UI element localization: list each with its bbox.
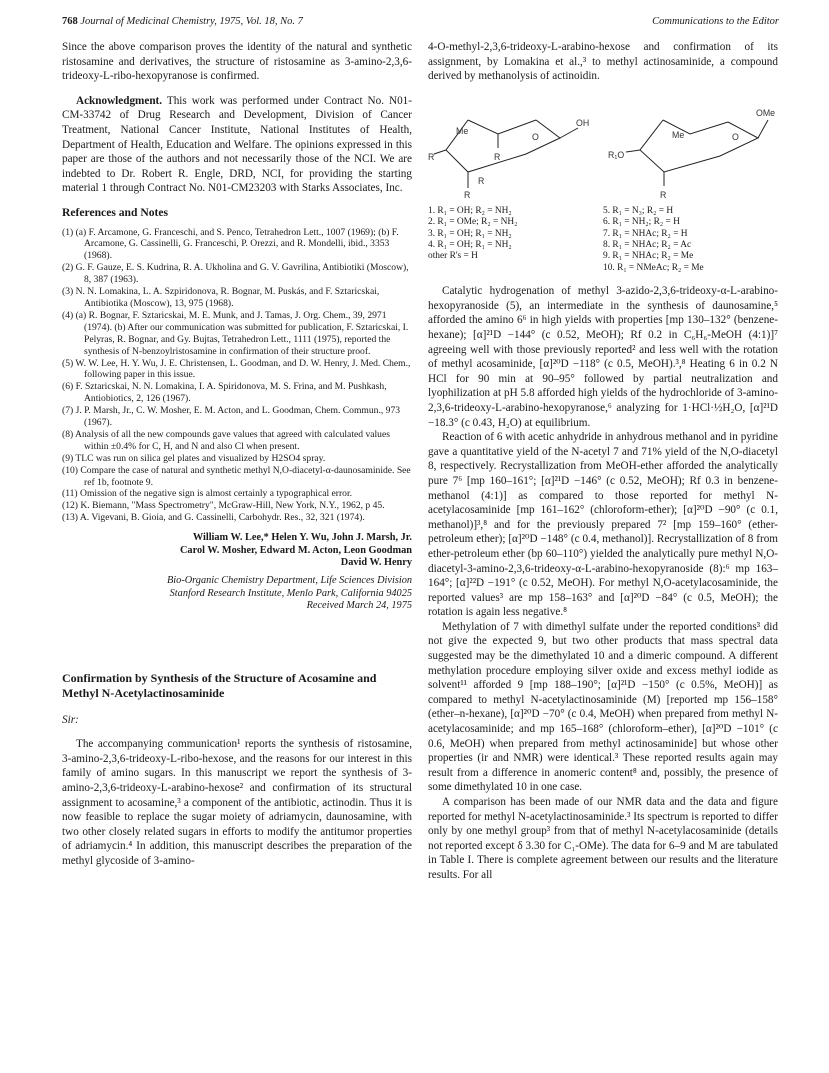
legend-group-a	[428, 206, 603, 274]
author-list	[62, 532, 412, 569]
intro-paragraph: Since the above comparison proves the identity of the natural and synthetic ristosamine and derivatives, the structure of ristosamine as 3-amino-2,3,6-trideoxy-L-ribo-hexopyranose is confirmed.	[62, 41, 412, 83]
legend-entry: 6. R₁ = NH₂; R₂ = H	[603, 217, 680, 228]
page-number: 768	[62, 16, 78, 27]
body-paragraph: A comparison has been made of our NMR data and the data and figure reported for methyl N-acetylactinosaminide.³ Its spectrum is reported to differ only by one methyl group³ from that of methyl N-acetylacosaminide (details not reported except δ 3.30 for C₁-OMe). The data for 6–9 and M are tabulated in Table I. There is complete agreement between our results and the literature results. For all	[428, 796, 778, 881]
affiliation-line: Stanford Research Institute, Menlo Park, California 94025	[169, 587, 412, 599]
struct-label: R₁O	[608, 149, 625, 160]
reference-item: (3) N. N. Lomakina, L. A. Szpiridonova, R. Bognar, M. Puskás, and F. Sztaricskai, Antibiotika (Moscow), 13, 975 (1968).	[62, 286, 380, 309]
reference-item: (5) W. W. Lee, H. Y. Wu, J. E. Christensen, L. Goodman, and D. W. Henry, J. Med. Chem., following paper in this issue.	[62, 357, 411, 381]
legend-entry: 10. R₁ = NMeAc; R₂ = Me	[603, 262, 704, 273]
struct-label: R	[464, 189, 471, 200]
reference-item: (8) Analysis of all the new compounds gave values that agreed with calculated values within ±0.4% for C, H, and N and also Cl when present.	[62, 428, 390, 452]
struct-label: O	[532, 131, 539, 142]
body-paragraph: The accompanying communication¹ reports the synthesis of ristosamine, 3-amino-2,3,6-trideoxy-L-ribo-hexose, and the reasons for our interest in this family of amino sugars. In this manuscript we report the synthesis of 3-amino-2,3,6-trideoxy-L-arabino-hexose² and confirmation of its structural assignment to acosamine,³ a component of the antibiotic, actinodin. Thus it is now feasible to replace the sugar moiety of adriamycin, daunosamine, with two other closely related sugars in efforts to modify the antitumor properties of adriamycin.⁴ In addition, this manuscript describes the preparation of the methyl glycoside of 3-amino-	[62, 738, 412, 867]
reference-item: (13) A. Vigevani, B. Gioia, and G. Cassinelli, Carbohydr. Res., 32, 321 (1974).	[62, 512, 365, 524]
left-column	[62, 40, 412, 869]
acknowledgment-heading: Acknowledgment.	[76, 94, 163, 107]
affiliation	[62, 575, 412, 612]
body-paragraph: Reaction of 6 with acetic anhydride in anhydrous methanol and in pyridine gave a quantitative yield of the N-acetyl 7 and 71% yield of the N,O-diacetyl 8, respectively. Recrystallization from MeOH-ether afforded the analytically pure 7⁶ [mp 160–161°; [α]²¹D −146° (c 0.52, MeOH); Rf 0.3 in benzene-methanol (4:1)] as compared to those reported for methyl N-acetylacosaminide [mp 161–162° (chloroform-ether); [α]²⁰D −90° (c 0.1, methanol)]³,⁸ and for the previously prepared 7² [mp 159–160° (ether-petroleum ether); [α]²⁰D −148° (c 0.4, methanol)]. Recrystallization of 8 from ether-petroleum ether (bp 60–110°) yielded the analytically pure methyl N,O-diacetyl-3-amino-2,3,6-trideoxy-α-L-arabino-hexopyranoside (8):⁶ mp 163–164°; [α]²²D −191° (c 0.52, MeOH). For methyl N,O-acetylacosaminide, the reported values³ are mp 158–163° and [α]²⁰D −84° (c 0.5, MeOH); the rotation is again less negative.⁸	[428, 431, 778, 619]
reference-item: (9) TLC was run on silica gel plates and visualized by H2SO4 spray.	[62, 452, 326, 464]
acknowledgment	[62, 94, 412, 196]
right-column	[428, 40, 778, 883]
legend-entry: 3. R₁ = OH; R₁ = NH₂	[428, 228, 512, 239]
legend-entry: 9. R₁ = NHAc; R₂ = Me	[603, 251, 694, 262]
reference-item: (7) J. P. Marsh, Jr., C. W. Mosher, E. M. Acton, and L. Goodman, Chem. Commun., 973 (1967).	[62, 405, 401, 429]
body-paragraph: Catalytic hydrogenation of methyl 3-azido-2,3,6-trideoxy-α-L-arabino-hexopyranoside (5), an intermediate in the synthesis of daunosamine,⁵ afforded the amino 6⁶ in high yields with properties [mp 130–132° (benzene-hexane); [α]²¹D −144° (c 0.52, MeOH); Rf 0.2 in C₆H₆-MeOH (4:1)]⁷ agreeing well with those previously reported² and less well with the rotation of methyl acosaminide, [α]²⁰D −118° (c 0.5, MeOH).³,⁸ Heating 6 in 0.2 N HCl for 90 min at 90–95° followed by partial neutralization and lyophilization at pH 5.8 afforded high yields of the hydrochloride of 3-amino-2,3,6-trideoxy-L-arabino-hexopyranose,⁶ analyzing for 1·HCl·½H₂O, [α]²¹D −18.3° (c 0.43, H₂O) at equilibrium.	[428, 285, 778, 429]
struct-label: OMe	[756, 107, 776, 118]
legend-entry: 2. R₁ = OMe; R₂ = NH₂	[428, 217, 518, 228]
references-list	[62, 227, 412, 525]
received-date: Received March 24, 1975	[306, 600, 412, 612]
struct-label: OH	[576, 117, 590, 128]
running-header-left	[62, 16, 303, 27]
struct-label: Me	[672, 129, 685, 140]
reference-item: (1) (a) F. Arcamone, G. Franceschi, and S. Penco, Tetrahedron Lett., 1007 (1969); (b) F. Arcamone, G. Cassinelli, G. Franceschi, P. Orezzi, and R. Mondelli, ibid., 3353 (1968).	[62, 226, 399, 262]
struct-label: R	[478, 175, 485, 186]
struct-label: O	[732, 131, 739, 142]
struct-label: Me	[456, 125, 469, 136]
section-title: Communications to the Editor	[652, 16, 779, 27]
legend-entry: other R's = H	[428, 251, 478, 262]
reference-item: (4) (a) R. Bognar, F. Sztaricskai, M. E. Munk, and J. Tamas, J. Org. Chem., 39, 2971 (1974). (b) After our communication was submitted for publication, F. Sztaricskai, I. Pelyras, R. Bognar, and Gy. Bujtas, Tetrahedron Lett., 1111 (1975), reported the synthesis of N-benzoylristosamine in confirmation of their structure proof.	[62, 309, 409, 357]
author-line: Carol W. Mosher, Edward M. Acton, Leon Goodman	[180, 544, 412, 556]
reference-item: (12) K. Biemann, "Mass Spectrometry", McGraw-Hill, New York, N.Y., 1962, p 45.	[62, 500, 385, 512]
references-heading: References and Notes	[62, 205, 169, 219]
article-title: Confirmation by Synthesis of the Structure of Acosamine and Methyl N-Acetylactinosaminide	[62, 670, 377, 700]
author-line: William W. Lee,* Helen Y. Wu, John J. Marsh, Jr.	[192, 532, 412, 544]
journal-citation: Journal of Medicinal Chemistry, 1975, Vol. 18, No. 7	[80, 16, 303, 27]
body-paragraph: 4-O-methyl-2,3,6-trideoxy-L-arabino-hexose and confirmation of its assignment, by Lomakina et al.,³ to methyl actinosaminide, a compound derived by methanolysis of actinoidin.	[428, 41, 778, 83]
reference-item: (10) Compare the case of natural and synthetic methyl N,O-diacetyl-α-daunosaminide. See ref 1b, footnote 9.	[62, 464, 411, 488]
chemical-structures	[428, 88, 778, 206]
compound-legend	[428, 206, 778, 274]
reference-item: (11) Omission of the negative sign is almost certainly a typographical error.	[62, 488, 353, 500]
legend-group-b	[603, 206, 778, 274]
reference-item: (6) F. Sztaricskai, N. N. Lomakina, I. A. Spiridonova, M. S. Frina, and M. Pushkash, Antiobiotics, 2, 126 (1967).	[62, 381, 387, 405]
legend-entry: 7. R₁ = NHAc; R₂ = H	[603, 228, 688, 239]
author-line: David W. Henry	[340, 557, 412, 568]
legend-entry: 5. R₁ = N₃; R₂ = H	[603, 205, 674, 216]
legend-entry: 8. R₁ = NHAc; R₂ = Ac	[603, 240, 692, 250]
affiliation-line: Bio-Organic Chemistry Department, Life Sciences Division	[167, 575, 412, 587]
struct-label: R	[428, 151, 435, 162]
legend-entry: 4. R₁ = OH; R₁ = NH₂	[428, 240, 512, 250]
acknowledgment-body: This work was performed under Contract No. N01-CM-33742 of Drug Research and Development, Division of Cancer Treatment, National Cancer Institute, National Institutes of Health, Department of Health, Education and Welfare. The opinions expressed in this paper are those of the authors and not necessarily those of the NCI. We are indebted to Dr. Robert R. Engle, DRD, NCI, for providing the starting material 1 through Contract No. N01-CM23203 with Starks Associates, Inc.	[62, 94, 412, 195]
reference-item: (2) G. F. Gauze, E. S. Kudrina, R. A. Ukholina and G. V. Gavrilina, Antibiotiki (Moscow), 8, 387 (1963).	[62, 262, 409, 286]
struct-label: R	[494, 151, 501, 162]
salutation: Sir:	[62, 713, 79, 726]
struct-label: R	[660, 189, 667, 200]
legend-entry: 1. R₁ = OH; R₂ = NH₂	[428, 205, 512, 216]
body-paragraph: Methylation of 7 with dimethyl sulfate under the reported conditions³ did not give the expected 9, but two other products that mass spectral data suggested may be the dimethylated 10 and a dimeric compound. A different methylation procedure employing silver oxide and excess methyl iodide as solvent¹¹ afforded 9 [mp 188–190°; [α]²¹D −150° (c 0.5%, MeOH)] as compared to methyl N-acetylactinosaminide (M) [reported mp 156–158° (ether–n-hexane), [α]²⁰D −70° (c 0.4, MeOH) when prepared from methyl N-acetylacosaminide; and mp 165–168° (chloroform–ether), [α]²⁰D −101° (c 0.6, MeOH) when prepared from methyl actinosaminide] but whose other properties (ir and NMR) were identical.³ These reported results again may result from a difference in anomeric content⁸ and, possibly, the presence of some dimethylated 10 in one case.	[428, 620, 778, 794]
